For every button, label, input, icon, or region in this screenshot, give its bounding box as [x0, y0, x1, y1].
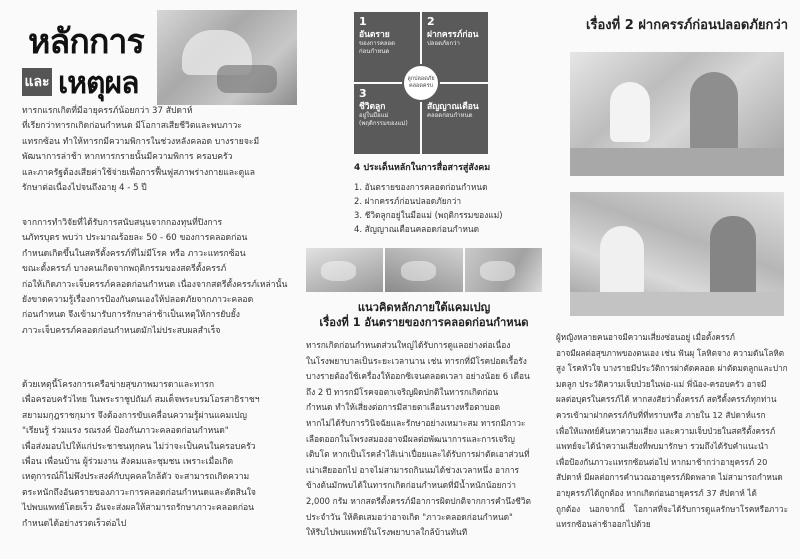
heading-and-badge: และ	[22, 68, 52, 96]
paragraph-intro: ทารกแรกเกิดที่มีอายุครรภ์น้อยกว่า 37 สัปดาห์ ที่เรียกว่าทารกเกิดก่อนกำหนด มีโอกาสเสียชีวิตและพบภาวะ แทรกซ้อน ทำให้ทารกมีความพิการในช่วงหลังคลอด บางรายจะมี พัฒนาการล่าช้า หากทารกรายนั้นมีความพิการ ครอบครัว และภาครัฐต้องเสียค่าใช้จ่ายเพื่อการฟื้นฟูสภาพร่างกายและดูแล รักษาต่อเนื่องไปจนถึงอายุ 4 - 5 ปี	[22, 106, 260, 194]
issue-number: 2	[427, 15, 435, 28]
section-heading	[306, 300, 542, 330]
column-story2	[556, 8, 788, 556]
newborn-photo	[157, 10, 297, 105]
issue-title: ชีวิตลูก	[359, 102, 386, 112]
heading-banner	[22, 10, 297, 105]
baby-photo	[465, 248, 542, 292]
story2-body: ผู้หญิงหลายคนอาจมีความเสี่ยงซ่อนอยู่ เมื่อตั้งครรภ์ อาจมีผลต่อสุขภาพของตนเอง เช่น ฟันผุ โลหิตจาง ความดันโลหิต สูง โรคหัวใจ บางรายมีประวัติการผ่าตัดคลอด ผ่าตัดมดลูกและปาก มดลูก ประวัติความเจ็บป่วยในพ่อ-แม่ พี่น้อง-ครอบครัว อาจมี ผลต่อบุตรในครรภ์ได้ หากสงสัยว่าตั้งครรภ์ สตรีตั้งครรภ์ทุกท่าน ควรเข้ามาฝากครรภ์กับที่ที่ทราบหรือ ภายใน 12 สัปดาห์แรก เพื่อให้แพทย์ค้นหาความเสี่ยง และความเจ็บป่วยในสตรีตั้งครรภ์ แพทย์จะได้นำความเสี่ยงที่พบมารักษา รวมถึงได้รับคำแนะนำ เพื่อป้องกันภาวะแทรกซ้อนต่อไป หากมาช้ากว่าอายุครรภ์ 20 สัปดาห์ มีผลต่อการคำนวณอายุครรภ์ผิดพลาด ไม่สามารถกำหนด อายุครรภ์ได้ถูกต้อง หากเกิดก่อนอายุครรภ์ 37 สัปดาห์ ได้ ถูกต้อง นอกจากนี้ โอกาสที่จะได้รับการดูแลรักษาโรคหรือภาวะแทรกซ้อนล่าช้าออกไปด้วย	[556, 332, 788, 530]
heading-principles: หลักการ	[28, 22, 144, 62]
issue-title: ฝากครรภ์ก่อน	[427, 30, 479, 40]
paragraph-campaign: ด้วยเหตุนี้โครงการเครือข่ายสุขภาพมารดาและทารก เพื่อครอบครัวไทย ในพระราชูปถัมภ์ สมเด็จพระบรมโอรสาธิราชฯ สยามมกุฎราชกุมาร จึงต้องการขับเคลื่อนความรู้ผ่านแคมเปญ "เรียนรู้ ร่วมแรง รณรงค์ ป้องกันภาวะคลอดก่อนกำหนด" เพื่อส่งมอบไปให้แก่ประชาชนทุกคน ไม่ว่าจะเป็นคนในครอบครัว เพื่อน เพื่อนบ้าน ผู้ร่วมงาน สังคมและชุมชน เพราะเมื่อเกิด เหตุการณ์ก็ไม่พึงประสงค์กับบุคคลใกล้ตัว จะสามารถเกิดความ ตระหนักถึงอันตรายของภาวะการคลอดก่อนกำหนดและตัดสินใจ ไปพบแพทย์โดยเร็ว อันจะส่งผลให้สามารถรักษาภาวะคลอดก่อน กำหนดได้อย่างรวดเร็วต่อไป	[22, 380, 260, 529]
issue-subtitle: ของการคลอด ก่อนกำหนด	[359, 40, 396, 55]
baby-photo-strip	[306, 248, 542, 292]
list-item: 3. ชีวิตลูกอยู่ในมือแม่ (พฤติกรรมของแม่)	[354, 210, 503, 220]
issue-number: 3	[359, 87, 367, 100]
issue-number: 1	[359, 15, 367, 28]
campaign-concept-heading: แนวคิดหลักภายใต้แคมเปญ	[357, 301, 491, 314]
paragraph-research: จากการทำวิจัยที่ได้รับการสนับสนุนจากกองทุนที่ปิงการ นภัทรบุตร พบว่า ประมาณร้อยละ 50 - 60 ของการคลอดก่อน กำหนดเกิดขึ้นในสตรีตั้งครรภ์ที่ไม่มีโรค หรือ ภาวะแทรกซ้อน ขณะตั้งครรภ์ บางคนเกิดจากพฤติกรรมของสตรีตั้งครรภ์ ก่อให้เกิดภาวะเจ็บครรภ์คลอดก่อนกำหนด เนื่องจากสตรีตั้งครรภ์เหล่านั้น ยังขาดความรู้เรื่องการป้องกันตนเองให้ปลอดภัยจากภาวะคลอด ก่อนกำหนด จึงเข้ามารับการรักษาล่าช้าเป็นเหตุให้การยับยั้ง ภาวะเจ็บครรภ์คลอดก่อนกำหนดมักไม่ประสบผลสำเร็จ	[22, 218, 288, 336]
clinic-photo-2	[570, 192, 784, 316]
list-item: 2. ฝากครรภ์ก่อนปลอดภัยกว่า	[354, 196, 462, 206]
list-item: 4. สัญญาณเตือนคลอดก่อนกำหนด	[354, 224, 480, 234]
four-issues-infographic	[354, 12, 488, 155]
clinic-photo-1	[570, 52, 784, 176]
baby-photo	[306, 248, 383, 292]
principles-list	[354, 160, 534, 236]
issue-title: สัญญาณเตือน	[427, 102, 479, 112]
issue-subtitle: คลอดก่อนกำหนด	[427, 112, 473, 119]
issue-subtitle: อยู่ในมือแม่ (พฤติกรรมของแม่)	[359, 112, 408, 127]
list-item: 1. อันตรายของการคลอดก่อนกำหนด	[354, 182, 488, 192]
baby-photo	[385, 248, 462, 292]
issue-title: อันตราย	[359, 30, 390, 40]
heading-reasons: เหตุผล	[58, 66, 139, 101]
column-campaign	[306, 8, 542, 556]
story2-heading: เรื่องที่ 2 ฝากครรภ์ก่อนปลอดภัยกว่า	[586, 18, 788, 33]
story1-body: ทารกเกิดก่อนกำหนดส่วนใหญ่ได้รับการดูแลอย่างต่อเนื่อง ในโรงพยาบาลเป็นระยะเวลานาน เช่น ทารกที่มีโรคปอดเรื้อรัง บางรายต้องใช้เครื่องให้ออกซิเจนตลอดเวลา อย่างน้อย 6 เดือน ถึง 2 ปี ทารกมีโรคจอตาเจริญผิดปกติในทารกเกิดก่อน กำหนด ทำให้เสี่ยงต่อการมีสายตาเลือนรางหรือตาบอด หากไม่ได้รับการวินิจฉัยและรักษาอย่างเหมาะสม ทารกมีภาวะ เลือดออกในโพรงสมองอาจมีผลต่อพัฒนาการและการเจริญ เติบโต หากเป็นโรคลำไส้เน่าเปื่อยและได้รับการผ่าตัดเอาส่วนที่ เน่าเสียออกไป อาจไม่สามารถกินนมได้ช่วงเวลาหนึ่ง อาการ ข้างต้นมักพบได้ในทารกเกิดก่อนกำหนดที่มีน้ำหนักน้อยกว่า 2,000 กรัม หากสตรีตั้งครรภ์มีอาการผิดปกติจากการคำนึงชีวิต ประจำวัน ให้คิดเสมอว่าอาจเกิด "ภาวะคลอดก่อนกำหนด" ให้รีบไปพบแพทย์ในโรงพยาบาลใกล้บ้านทันที	[306, 340, 531, 538]
issue-subtitle: ปลอดภัยกว่า	[427, 40, 460, 47]
column-principles	[22, 8, 297, 556]
principles-title: 4 ประเด็นหลักในการสื่อสารสู่สังคม	[354, 163, 491, 173]
story1-heading: เรื่องที่ 1 อันตรายของการคลอดก่อนกำหนด	[319, 316, 529, 329]
campaign-logo: ลูกปลอดภัย คลอดครบ	[402, 64, 440, 102]
